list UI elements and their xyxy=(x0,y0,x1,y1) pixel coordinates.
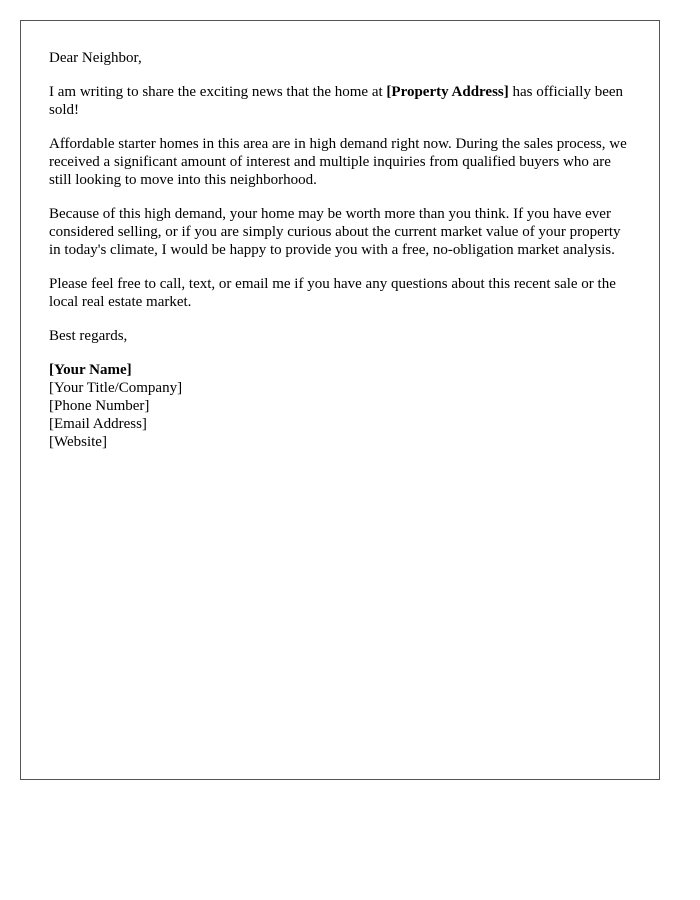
paragraph-market-analysis: Because of this high demand, your home may be worth more than you think. If you have ever considered selling, or if you are simply curious about the current market value of your property in today's climate, I would be happy to provide you with a free, no-obligation market analysis. xyxy=(49,206,621,258)
signature-title-company: [Your Title/Company] xyxy=(49,380,183,396)
paragraph-contact: Please feel free to call, text, or email me if you have any questions about this recent sale or the local real estate market. xyxy=(49,276,616,310)
closing: Best regards, xyxy=(49,328,128,344)
paragraph-sale-announcement xyxy=(49,83,631,119)
paragraph-text: I am writing to share the exciting news that the home at xyxy=(49,84,387,100)
letter-page xyxy=(20,20,660,780)
signature-phone: [Phone Number] xyxy=(49,398,150,414)
signature-website: [Website] xyxy=(49,434,107,450)
property-address-placeholder: [Property Address] xyxy=(386,84,509,100)
signature-block xyxy=(49,361,631,451)
signature-email: [Email Address] xyxy=(49,416,147,432)
paragraph-demand: Affordable starter homes in this area are in high demand right now. During the sales process, we received a significant amount of interest and multiple inquiries from qualified buyers who are still looking to move into this neighborhood. xyxy=(49,136,627,188)
salutation: Dear Neighbor, xyxy=(49,50,142,66)
signature-name: [Your Name] xyxy=(49,362,132,378)
paragraph-text: has officially been sold! xyxy=(49,84,624,118)
